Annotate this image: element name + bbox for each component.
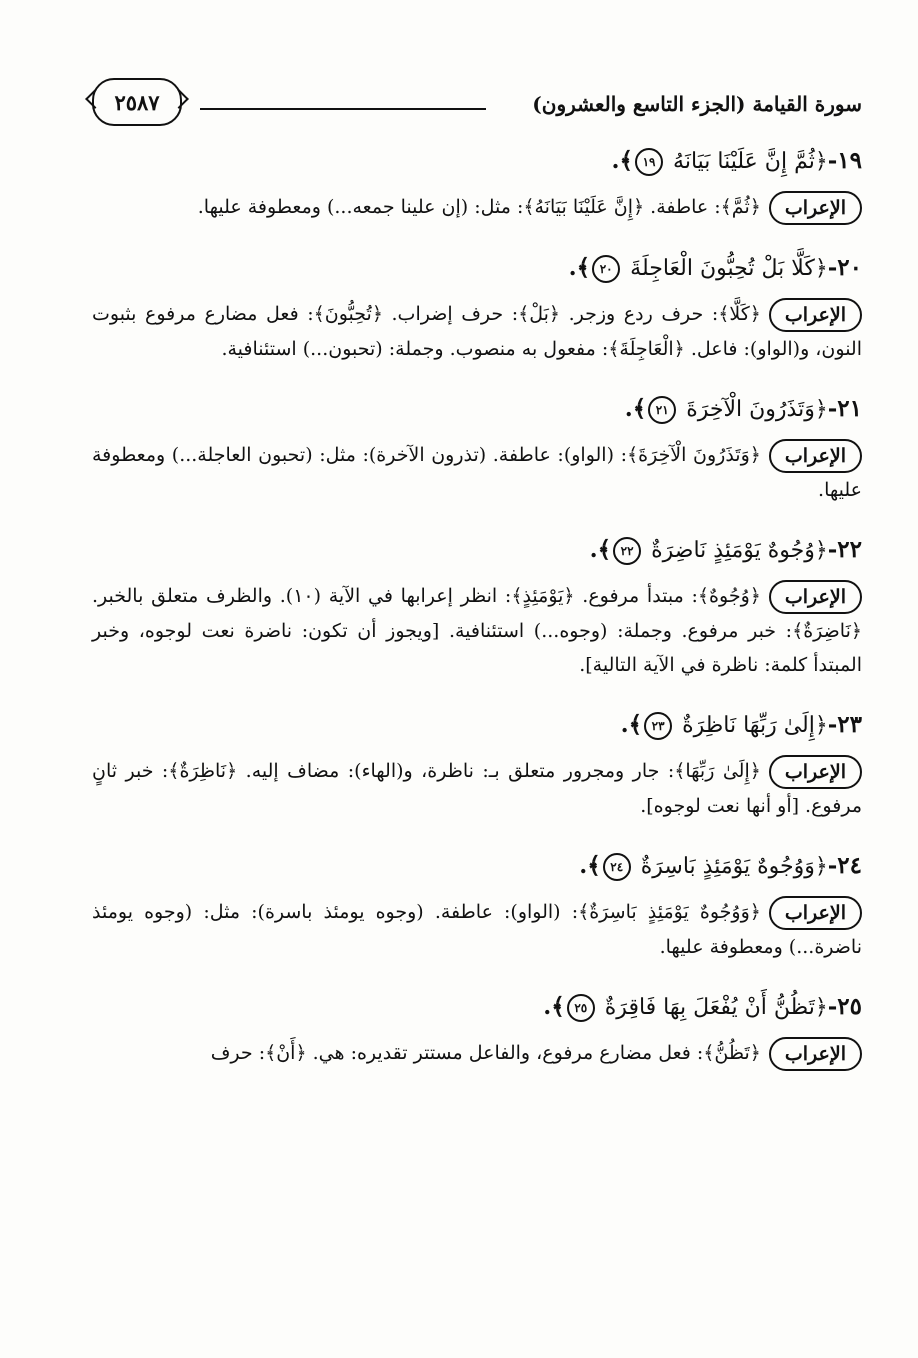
verse-marker: ٢٠ (592, 255, 620, 283)
verse-end: ﴾. (611, 147, 634, 174)
verse-line (92, 239, 862, 297)
verse-marker: ١٩ (635, 148, 663, 176)
verse-number: ٢٥- (827, 993, 862, 1020)
irab-paragraph (92, 754, 862, 823)
irab-paragraph (92, 895, 862, 964)
verse-line (92, 837, 862, 895)
verse-line (92, 696, 862, 754)
verse-block (92, 521, 862, 682)
irab-text: ﴿وَوُجُوهٌ يَوْمَئِذٍ بَاسِرَةٌ﴾: (الواو): عاطفة. (وجوه يومئذ باسرة): مثل: (وجوه يومئذ ناضرة...) ومعطوفة عليها. (92, 901, 862, 958)
verse-text: ﴿تَظُنُّ أَنْ يُفْعَلَ بِهَا فَاقِرَةٌ (604, 995, 828, 1020)
irab-paragraph (92, 297, 862, 366)
verse-end: ﴾. (620, 711, 643, 738)
page (92, 70, 862, 1085)
irab-text: ﴿ثُمَّ﴾: عاطفة. ﴿إِنَّ عَلَيْنَا بَيَانَهُ﴾: مثل: (إن علينا جمعه...) ومعطوفة عليها. (197, 196, 761, 218)
header-rule (200, 108, 486, 110)
verse-line (92, 380, 862, 438)
verse-text: ﴿وَتَذَرُونَ الْآخِرَةَ (686, 397, 828, 422)
verse-block (92, 239, 862, 366)
verse-line (92, 132, 862, 190)
irab-paragraph (92, 579, 862, 682)
verse-marker: ٢٥ (567, 994, 595, 1022)
irab-text: ﴿وُجُوهٌ﴾: مبتدأ مرفوع. ﴿يَوْمَئِذٍ﴾: انظر إعرابها في الآية (١٠). والظرف متعلق بالخبر. ﴿نَاضِرَةٌ﴾: خبر مرفوع. وجملة: (وجوه...) استئنافية. [ويجوز أن تكون: ناضرة نعت لوجوه، وخبر المبتدأ كلمة: ناظرة في الآية التالية]. (92, 585, 862, 676)
verse-text: ﴿ثُمَّ إِنَّ عَلَيْنَا بَيَانَهُ (673, 149, 828, 174)
irab-label: الإعراب (769, 439, 862, 473)
page-header (92, 70, 862, 132)
irab-text: ﴿تَظُنُّ﴾: فعل مضارع مرفوع، والفاعل مستتر تقديره: هي. ﴿أَنْ﴾: حرف (210, 1042, 761, 1064)
verse-text: ﴿وُجُوهٌ يَوْمَئِذٍ نَاضِرَةٌ (651, 538, 828, 563)
irab-text: ﴿وَتَذَرُونَ الْآخِرَةَ﴾: (الواو): عاطفة. (تذرون الآخرة): مثل: (تحبون العاجلة...) ومعطوفة عليها. (92, 444, 862, 501)
verse-number: ٢٢- (827, 536, 862, 563)
verse-line (92, 978, 862, 1036)
irab-label: الإعراب (769, 896, 862, 930)
verse-block (92, 837, 862, 964)
irab-paragraph (92, 1036, 862, 1071)
verse-marker: ٢٤ (603, 853, 631, 881)
irab-label: الإعراب (769, 755, 862, 789)
verse-end: ﴾. (579, 852, 601, 879)
irab-label: الإعراب (769, 191, 862, 225)
verse-block (92, 978, 862, 1071)
irab-label: الإعراب (769, 580, 862, 614)
running-title: سورة القيامة (الجزء التاسع والعشرون) (532, 92, 862, 116)
verse-number: ٢٣- (827, 711, 862, 738)
verse-block (92, 132, 862, 225)
verse-block (92, 380, 862, 507)
verse-number: ٢٠- (827, 254, 862, 281)
verse-block (92, 696, 862, 823)
irab-label: الإعراب (769, 298, 862, 332)
irab-paragraph (92, 438, 862, 507)
irab-paragraph (92, 190, 862, 225)
content (92, 132, 862, 1071)
verse-end: ﴾. (624, 395, 647, 422)
verse-end: ﴾. (543, 993, 565, 1020)
irab-text: ﴿إِلَىٰ رَبِّهَا﴾: جار ومجرور متعلق بـ: ناظرة، و(الهاء): مضاف إليه. ﴿نَاظِرَةٌ﴾: خبر ثانٍ مرفوع. [أو أنها نعت لوجوه]. (92, 760, 862, 817)
verse-end: ﴾. (589, 536, 612, 563)
irab-label: الإعراب (769, 1037, 862, 1071)
verse-text: ﴿كَلَّا بَلْ تُحِبُّونَ الْعَاجِلَةَ (630, 256, 828, 281)
verse-marker: ٢٣ (644, 712, 672, 740)
verse-marker: ٢٢ (613, 537, 641, 565)
verse-text: ﴿إِلَىٰ رَبِّهَا نَاظِرَةٌ (682, 713, 828, 738)
verse-number: ٢٤- (827, 852, 862, 879)
verse-number: ١٩- (827, 147, 862, 174)
verse-line (92, 521, 862, 579)
verse-text: ﴿وَوُجُوهٌ يَوْمَئِذٍ بَاسِرَةٌ (640, 854, 828, 879)
verse-number: ٢١- (827, 395, 862, 422)
page-number: ٢٥٨٧ (92, 78, 182, 126)
verse-end: ﴾. (568, 254, 591, 281)
verse-marker: ٢١ (648, 396, 676, 424)
irab-text: ﴿كَلَّا﴾: حرف ردع وزجر. ﴿بَلْ﴾: حرف إضراب. ﴿تُحِبُّونَ﴾: فعل مضارع مرفوع بثبوت النون، و(الواو): فاعل. ﴿الْعَاجِلَةَ﴾: مفعول به منصوب. وجملة: (تحبون...) استئنافية. (92, 303, 862, 360)
